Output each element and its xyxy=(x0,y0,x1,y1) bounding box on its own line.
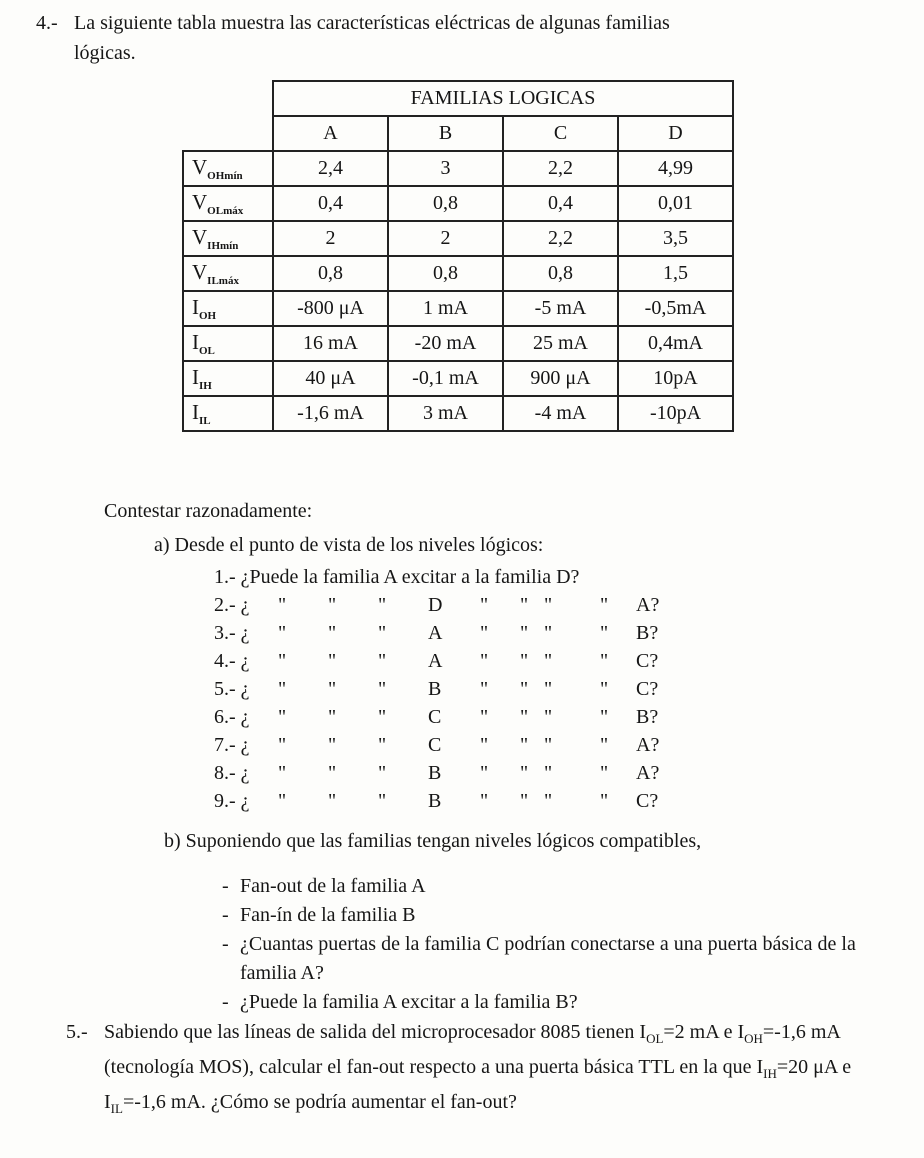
part-b-list xyxy=(222,872,900,1017)
parameter-label: $I_{OH}$ xyxy=(183,291,273,326)
instructions-label: Contestar razonadamente: xyxy=(104,500,313,522)
table-row xyxy=(183,291,733,326)
table-cell: 0,8 xyxy=(388,256,503,291)
table-cell: -0,1 mA xyxy=(388,361,503,396)
table-cell: 40 μA xyxy=(273,361,388,396)
table-cell: 3 mA xyxy=(388,396,503,431)
table-row xyxy=(183,361,733,396)
column-header: B xyxy=(388,116,503,151)
table-row xyxy=(183,256,733,291)
part-a-heading: a) Desde el punto de vista de los niveles lógicos: xyxy=(154,534,544,556)
parameter-label: $I_{IL}$ xyxy=(183,396,273,431)
table-cell: 0,8 xyxy=(388,186,503,221)
question-5-text: Sabiendo que las líneas de salida del microprocesador 8085 tienen $I_{OL}=2$ mA e $I_{OH}=-1,6$ mA (tecnología MOS), calcular el fan-out respecto a una puerta básica TTL en la que $I_{IH}=20$ μA e $I_{IL}=-1,6$ mA. ¿Cómo se podría aumentar el fan-out? xyxy=(104,1021,852,1116)
parameter-label: $I_{IH}$ xyxy=(183,361,273,396)
logic-families-table xyxy=(182,80,734,432)
table-cell: 4,99 xyxy=(618,151,733,186)
question-4 xyxy=(36,8,866,68)
table-cell: -800 μA xyxy=(273,291,388,326)
question-4-text-line1: La siguiente tabla muestra las características eléctricas de algunas familias xyxy=(74,12,670,34)
table-row xyxy=(183,326,733,361)
table-cell: 2,2 xyxy=(503,221,618,256)
question-4-text-line2: lógicas. xyxy=(74,42,136,64)
table-cell: 2 xyxy=(273,221,388,256)
parameter-label: $V_{ILmáx}$ xyxy=(183,256,273,291)
table-cell: 0,8 xyxy=(503,256,618,291)
list-item: - Fan-ín de la familia B xyxy=(222,904,416,926)
table-cell: 2,4 xyxy=(273,151,388,186)
table-row xyxy=(183,396,733,431)
question-4-number: 4.- xyxy=(36,12,58,34)
question-5-number: 5.- xyxy=(66,1021,88,1043)
exercise-page: 4.- La siguiente tabla muestra las características eléctricas de algunas familias lógicas. FAMILIAS LOGICAS A B C D $V_{OHmín}$ 2,4 3 2,2 4,99 $V_{OLmáx}$ 0,4 0,8 0,4 0,01 $V_{IHmín}$ 2 2 2,2 3,5 $V_{ILmáx}$ 0,8 0,8 0,8 1,5 $I_{OH}$ -800 μA 1 mA -5 mA -0,5mA $I_{OL}$ 16 mA -20 mA 25 mA 0,4mA $I_{IH}$ 40 μA -0,1 mA 900 μA 10pA $I_{IL}$ -1,6 mA 3 mA -4 mA -10pA Contestar razonadamente: a) Desde el punto de vista de los niveles lógicos: 1.- ¿Puede la familia A excitar a la familia D? 2.- ¿ " " " D " " " " A? 3.- ¿ " " " A " " " " B? 4.- ¿ " " " A " " " " C? 5.- ¿ " " " B " " " " C? 6.- ¿ " " " C " " " " B? 7.- ¿ " " " C " " " " A? 8.- ¿ " " " B " " " " A? 9.- ¿ " " " B " " " " C? b) Suponiendo que las familias tengan niveles lógicos compatibles, - Fan-out de la familia A - Fan-ín de la familia B - ¿Cuantas puertas de la familia C podrían conectarse a una puerta básica de la familia A? - ¿Puede la familia A excitar a la familia B? 5.- Sabiendo que las líneas de salida del microprocesador 8085 tienen $I_{OL}=2$ mA e $I_{OH}=-1,6$ mA (tecnología MOS), calcular el fan-out respecto a una puerta básica TTL en la que $I_{IH}=20$ μA e $I_{IL}=-1,6$ mA. ¿Cómo se podría aumentar el fan-out? xyxy=(0,0,924,1158)
part-b-heading: b) Suponiendo que las familias tengan niveles lógicos compatibles, xyxy=(164,830,702,852)
table-cell: 0,01 xyxy=(618,186,733,221)
parameter-label: $V_{OLmáx}$ xyxy=(183,186,273,221)
table-cell: 16 mA xyxy=(273,326,388,361)
column-header: D xyxy=(618,116,733,151)
table-cell: 0,8 xyxy=(273,256,388,291)
list-item: - ¿Cuantas puertas de la familia C podrían conectarse a una puerta básica de la familia A? xyxy=(222,933,856,984)
table-cell: 1,5 xyxy=(618,256,733,291)
table-cell: 10pA xyxy=(618,361,733,396)
column-header: C xyxy=(503,116,618,151)
list-item: - ¿Puede la familia A excitar a la familia B? xyxy=(222,991,578,1013)
table-cell: 900 μA xyxy=(503,361,618,396)
table-cell: -4 mA xyxy=(503,396,618,431)
table-cell: -1,6 mA xyxy=(273,396,388,431)
table-cell: -5 mA xyxy=(503,291,618,326)
table-cell: -0,5mA xyxy=(618,291,733,326)
table-row xyxy=(183,186,733,221)
table-cell: -10pA xyxy=(618,396,733,431)
table-cell: -20 mA xyxy=(388,326,503,361)
parameter-label: $V_{IHmín}$ xyxy=(183,221,273,256)
table-cell: 3 xyxy=(388,151,503,186)
question-5 xyxy=(66,1018,896,1123)
parameter-label: $I_{OL}$ xyxy=(183,326,273,361)
table-row xyxy=(183,221,733,256)
table-cell: 0,4mA xyxy=(618,326,733,361)
table-cell: 0,4 xyxy=(273,186,388,221)
table-cell: 2,2 xyxy=(503,151,618,186)
list-item: - Fan-out de la familia A xyxy=(222,875,426,897)
table-cell: 0,4 xyxy=(503,186,618,221)
table-cell: 3,5 xyxy=(618,221,733,256)
parameter-label: $V_{OHmín}$ xyxy=(183,151,273,186)
column-header: A xyxy=(273,116,388,151)
table-cell: 2 xyxy=(388,221,503,256)
table-cell: 1 mA xyxy=(388,291,503,326)
table-row xyxy=(183,151,733,186)
table-title: FAMILIAS LOGICAS xyxy=(273,81,733,116)
table-cell: 25 mA xyxy=(503,326,618,361)
